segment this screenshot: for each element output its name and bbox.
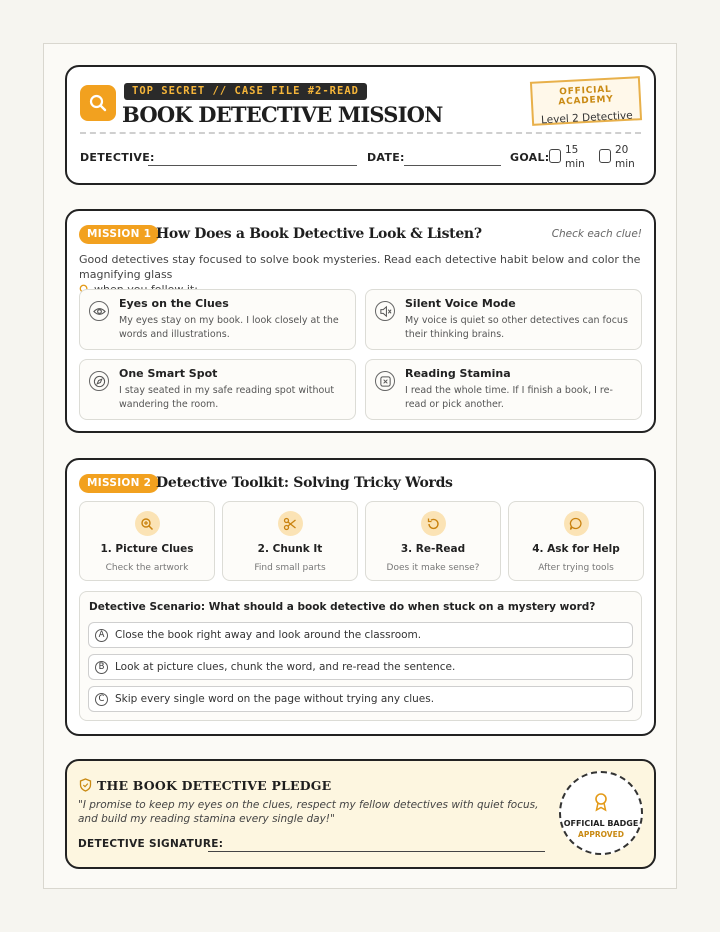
tool-sub: Check the artwork bbox=[105, 563, 189, 573]
goal-15-num: 15 bbox=[565, 144, 579, 156]
mission1-pill: MISSION 1 bbox=[79, 225, 159, 244]
date-label: DATE: bbox=[367, 151, 405, 164]
badge-line2: APPROVED bbox=[578, 830, 624, 839]
habit-desc: I stay seated in my safe reading spot without wandering the room. bbox=[119, 385, 335, 410]
answer-option-c[interactable] bbox=[88, 686, 633, 712]
goal-15-checkbox[interactable] bbox=[549, 149, 561, 163]
stamp-line1: OFFICIAL ACADEMY bbox=[558, 84, 614, 108]
tool-card[interactable] bbox=[508, 501, 644, 581]
habit-card[interactable] bbox=[79, 359, 356, 420]
tool-card[interactable] bbox=[79, 501, 215, 581]
option-letter: C bbox=[95, 693, 108, 706]
signature-field[interactable] bbox=[208, 851, 545, 852]
habit-desc: I read the whole time. If I finish a book, I re-read or pick another. bbox=[405, 385, 613, 410]
mission1-card bbox=[65, 209, 656, 433]
intro-line-a: Good detectives stay focused to solve book mysteries. Read each detective habit below and color the magnifying glass bbox=[79, 253, 641, 281]
habit-desc: My eyes stay on my book. I look closely at the words and illustrations. bbox=[119, 315, 339, 340]
shield-icon bbox=[79, 778, 92, 792]
pledge-title: THE BOOK DETECTIVE PLEDGE bbox=[97, 778, 332, 793]
tool-label: 1. Picture Clues bbox=[100, 543, 194, 555]
goal-20-num: 20 bbox=[615, 144, 629, 156]
timer-icon bbox=[375, 371, 395, 391]
header-card bbox=[65, 65, 656, 185]
tool-sub: Does it make sense? bbox=[386, 563, 480, 573]
page-title: BOOK DETECTIVE MISSION bbox=[122, 102, 443, 127]
option-text: Skip every single word on the page without trying any clues. bbox=[115, 693, 435, 705]
habit-desc: My voice is quiet so other detectives can focus their thinking brains. bbox=[405, 315, 628, 340]
search-icon bbox=[80, 85, 116, 121]
habit-title: One Smart Spot bbox=[119, 367, 218, 380]
compass-icon bbox=[89, 371, 109, 391]
goal-15-text bbox=[565, 143, 585, 171]
answer-option-b[interactable] bbox=[88, 654, 633, 680]
badge-line1: OFFICIAL BADGE bbox=[563, 819, 639, 828]
signature-label: DETECTIVE SIGNATURE: bbox=[78, 838, 224, 850]
detective-label: DETECTIVE: bbox=[80, 151, 155, 164]
habit-title: Eyes on the Clues bbox=[119, 297, 229, 310]
chat-icon bbox=[564, 511, 589, 536]
mission1-check-note: Check each clue! bbox=[551, 228, 642, 240]
mute-icon bbox=[375, 301, 395, 321]
scenario-box bbox=[79, 591, 642, 721]
option-text: Look at picture clues, chunk the word, and re-read the sentence. bbox=[115, 661, 456, 673]
goal-label: GOAL: bbox=[510, 151, 550, 164]
mission1-title: How Does a Book Detective Look & Listen? bbox=[156, 226, 482, 242]
habit-card[interactable] bbox=[365, 359, 642, 420]
tool-label: 4. Ask for Help bbox=[532, 543, 620, 555]
tool-label: 3. Re-Read bbox=[400, 543, 466, 555]
goal-20-checkbox[interactable] bbox=[599, 149, 611, 163]
tool-label: 2. Chunk It bbox=[257, 543, 323, 555]
option-text: Close the book right away and look around the classroom. bbox=[115, 629, 422, 641]
tool-sub: After trying tools bbox=[538, 563, 614, 573]
scenario-question: Detective Scenario: What should a book detective do when stuck on a mystery word? bbox=[89, 601, 596, 613]
option-letter: A bbox=[95, 629, 108, 642]
habit-title: Silent Voice Mode bbox=[405, 297, 516, 310]
ribbon-icon bbox=[593, 792, 609, 812]
habit-card[interactable] bbox=[365, 289, 642, 350]
pledge-card bbox=[65, 759, 656, 869]
pledge-text: "I promise to keep my eyes on the clues, respect my fellow detectives with quiet focus, and build my reading stamina every single day!" bbox=[78, 799, 539, 825]
mission2-title: Detective Toolkit: Solving Tricky Words bbox=[156, 475, 453, 491]
eye-icon bbox=[89, 301, 109, 321]
habit-title: Reading Stamina bbox=[405, 367, 511, 380]
goal-15-unit: min bbox=[565, 158, 585, 170]
academy-stamp bbox=[530, 76, 642, 126]
tool-card[interactable] bbox=[222, 501, 358, 581]
tool-sub: Find small parts bbox=[254, 563, 326, 573]
official-badge bbox=[559, 771, 643, 855]
answer-option-a[interactable] bbox=[88, 622, 633, 648]
tool-card[interactable] bbox=[365, 501, 501, 581]
worksheet-page bbox=[43, 43, 677, 889]
reread-icon bbox=[421, 511, 446, 536]
goal-20-text bbox=[615, 143, 635, 171]
date-field[interactable] bbox=[404, 165, 501, 166]
mission2-pill: MISSION 2 bbox=[79, 474, 159, 493]
secret-tag: TOP SECRET // CASE FILE #2-READ bbox=[124, 83, 367, 100]
zoom-icon bbox=[135, 511, 160, 536]
habit-card[interactable] bbox=[79, 289, 356, 350]
scissors-icon bbox=[278, 511, 303, 536]
goal-20-unit: min bbox=[615, 158, 635, 170]
stamp-line2: Level 2 Detective bbox=[540, 109, 633, 127]
mission2-card bbox=[65, 458, 656, 736]
divider bbox=[80, 132, 641, 134]
option-letter: B bbox=[95, 661, 108, 674]
detective-name-field[interactable] bbox=[148, 165, 357, 166]
